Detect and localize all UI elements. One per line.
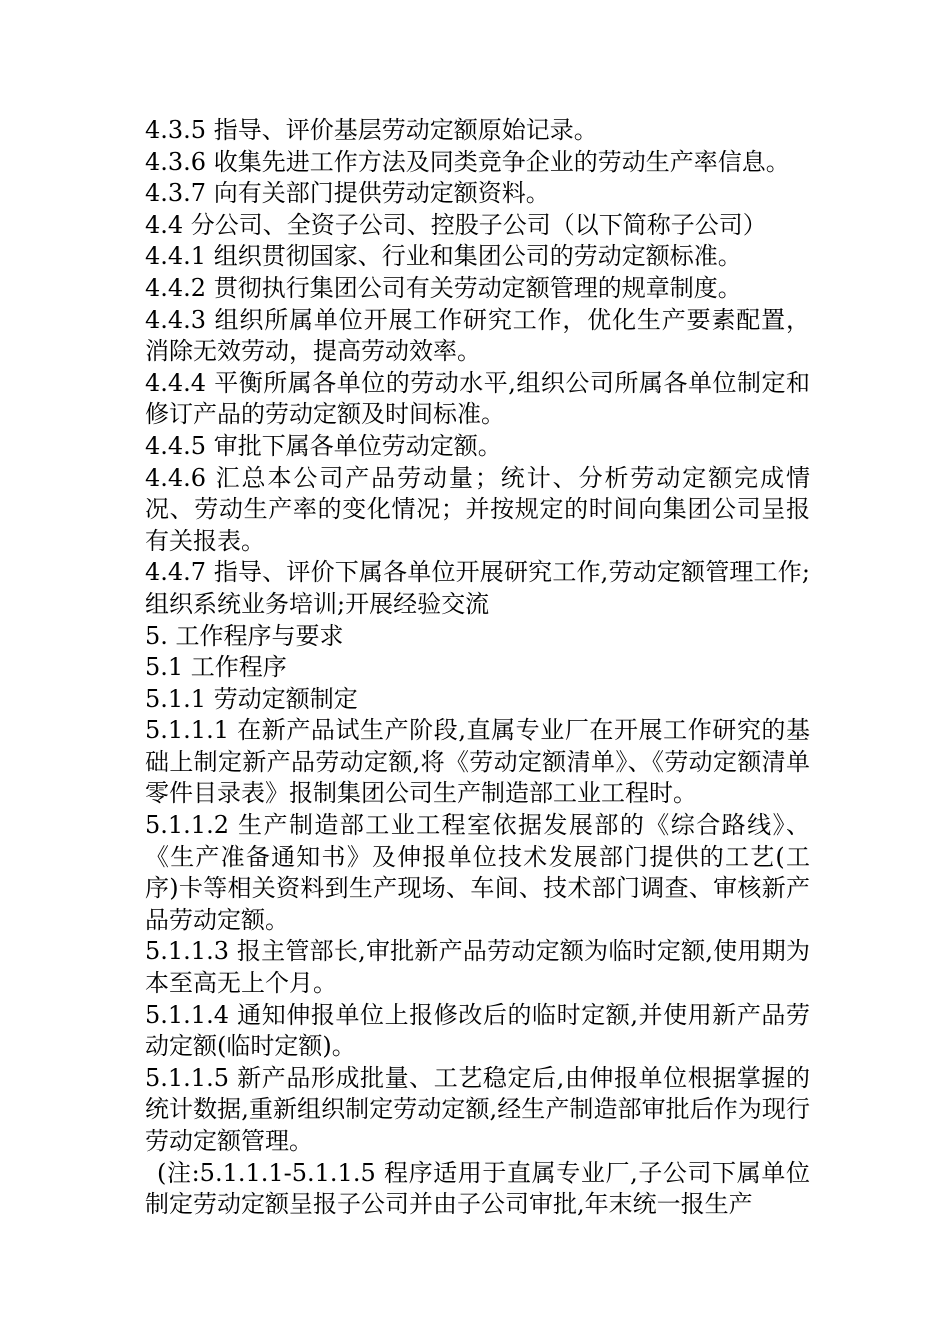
paragraph-5-1-1-2: 5.1.1.2 生产制造部工业工程室依据发展部的《综合路线》、《生产准备通知书》及伸报单位技术发展部门提供的工艺(工序)卡等相关资料到生产现场、车间、技术部门调查、审核新产品劳动定额。 <box>145 811 810 934</box>
section-heading-5: 5. 工作程序与要求 <box>145 621 344 650</box>
paragraph-4-4-6: 4.4.6 汇总本公司产品劳动量；统计、分析劳动定额完成情况、劳动生产率的变化情况；并按规定的时间向集团公司呈报有关报表。 <box>145 463 810 555</box>
paragraph-4-4-2: 4.4.2 贯彻执行集团公司有关劳动定额管理的规章制度。 <box>145 273 742 302</box>
paragraph-4-3-7: 4.3.7 向有关部门提供劳动定额资料。 <box>145 179 550 208</box>
section-heading-4-4: 4.4 分公司、全资子公司、控股子公司（以下简称子公司） <box>145 210 767 239</box>
paragraph-5-1-1-5: 5.1.1.5 新产品形成批量、工艺稳定后,由伸报单位根据掌握的统计数据,重新组织制定劳动定额,经生产制造部审批后作为现行劳动定额管理。 <box>145 1063 810 1155</box>
note-paragraph: (注:5.1.1.1-5.1.1.5 程序适用于直属专业厂,子公司下属单位制定劳动定额呈报子公司并由子公司审批,年末统一报生产 <box>145 1158 810 1219</box>
paragraph-5-1-1-1: 5.1.1.1 在新产品试生产阶段,直属专业厂在开展工作研究的基础上制定新产品劳动定额,将《劳动定额清单》、《劳动定额清单零件目录表》报制集团公司生产制造部工业工程时。 <box>145 716 810 808</box>
paragraph-5-1-1-3: 5.1.1.3 报主管部长,审批新产品劳动定额为临时定额,使用期为本至高无上个月。 <box>145 937 810 998</box>
paragraph-4-4-1: 4.4.1 组织贯彻国家、行业和集团公司的劳动定额标准。 <box>145 242 742 271</box>
section-heading-5-1: 5.1 工作程序 <box>145 653 287 682</box>
paragraph-4-3-6: 4.3.6 收集先进工作方法及同类竞争企业的劳动生产率信息。 <box>145 147 790 176</box>
paragraph-4-4-4: 4.4.4 平衡所属各单位的劳动水平,组织公司所属各单位制定和修订产品的劳动定额及时间标准。 <box>145 368 810 429</box>
document-page <box>145 115 810 1221</box>
paragraph-4-3-5: 4.3.5 指导、评价基层劳动定额原始记录。 <box>145 116 598 144</box>
paragraph-4-4-5: 4.4.5 审批下属各单位劳动定额。 <box>145 431 502 460</box>
paragraph-4-4-3: 4.4.3 组织所属单位开展工作研究工作，优化生产要素配置，消除无效劳动，提高劳动效率。 <box>145 305 810 366</box>
section-heading-5-1-1: 5.1.1 劳动定额制定 <box>145 684 358 713</box>
paragraph-5-1-1-4: 5.1.1.4 通知伸报单位上报修改后的临时定额,并使用新产品劳动定额(临时定额)。 <box>145 1000 810 1061</box>
paragraph-4-4-7: 4.4.7 指导、评价下属各单位开展研究工作,劳动定额管理工作;组织系统业务培训;开展经验交流 <box>145 558 810 618</box>
